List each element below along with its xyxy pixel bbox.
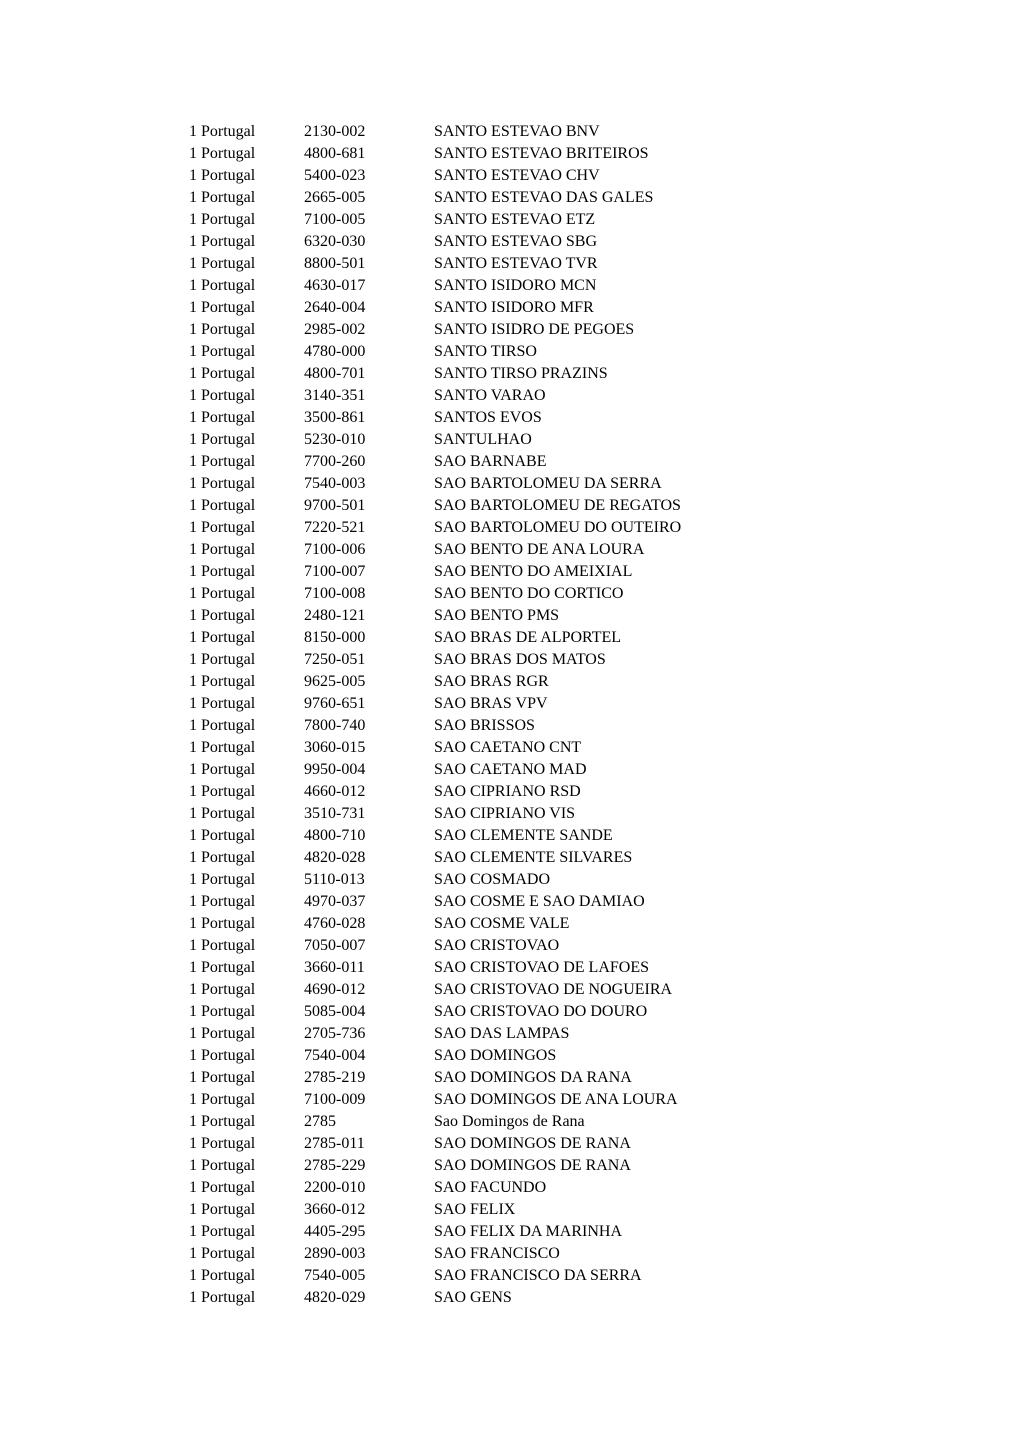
- list-item: [189, 539, 749, 561]
- locality-name-cell: SAO BARTOLOMEU DA SERRA: [434, 475, 662, 492]
- country-cell: 1 Portugal: [189, 607, 256, 624]
- postal-code-cell: 5085-004: [304, 1003, 366, 1020]
- list-item: [189, 1089, 749, 1111]
- postal-code-cell: 4800-701: [304, 365, 366, 382]
- locality-name-cell: SANTO ESTEVAO DAS GALES: [434, 189, 654, 206]
- list-item: [189, 407, 749, 429]
- postal-code-cell: 9700-501: [304, 497, 366, 514]
- country-cell: 1 Portugal: [189, 893, 256, 910]
- list-item: [189, 209, 749, 231]
- postal-code-cell: 8150-000: [304, 629, 366, 646]
- list-item: [189, 429, 749, 451]
- list-item: [189, 1023, 749, 1045]
- list-item: [189, 847, 749, 869]
- country-cell: 1 Portugal: [189, 343, 256, 360]
- list-item: [189, 275, 749, 297]
- postal-code-cell: 7250-051: [304, 651, 366, 668]
- country-cell: 1 Portugal: [189, 255, 256, 272]
- list-item: [189, 957, 749, 979]
- locality-name-cell: SANTO ESTEVAO BNV: [434, 123, 600, 140]
- list-item: [189, 1111, 749, 1133]
- locality-name-cell: SAO DOMINGOS DE RANA: [434, 1157, 631, 1174]
- postal-code-cell: 2640-004: [304, 299, 366, 316]
- list-item: [189, 1001, 749, 1023]
- postal-code-cell: 7100-006: [304, 541, 366, 558]
- country-cell: 1 Portugal: [189, 541, 256, 558]
- list-item: [189, 165, 749, 187]
- country-cell: 1 Portugal: [189, 1025, 256, 1042]
- postal-code-cell: 3660-011: [304, 959, 365, 976]
- country-cell: 1 Portugal: [189, 1113, 256, 1130]
- list-item: [189, 891, 749, 913]
- postal-code-cell: 2785-011: [304, 1135, 365, 1152]
- country-cell: 1 Portugal: [189, 915, 256, 932]
- list-item: [189, 737, 749, 759]
- postal-code-cell: 2130-002: [304, 123, 366, 140]
- postal-code-cell: 7050-007: [304, 937, 366, 954]
- postal-code-cell: 3660-012: [304, 1201, 366, 1218]
- country-cell: 1 Portugal: [189, 519, 256, 536]
- list-item: [189, 253, 749, 275]
- locality-name-cell: SAO BENTO PMS: [434, 607, 560, 624]
- list-item: [189, 759, 749, 781]
- postal-code-cell: 4660-012: [304, 783, 366, 800]
- locality-name-cell: SAO CRISTOVAO DO DOURO: [434, 1003, 648, 1020]
- postal-code-cell: 7800-740: [304, 717, 366, 734]
- postal-code-cell: 4800-681: [304, 145, 366, 162]
- country-cell: 1 Portugal: [189, 585, 256, 602]
- locality-name-cell: SAO BARTOLOMEU DE REGATOS: [434, 497, 681, 514]
- postal-code-cell: 2785: [304, 1113, 336, 1130]
- country-cell: 1 Portugal: [189, 783, 256, 800]
- list-item: [189, 561, 749, 583]
- postal-code-cell: 4630-017: [304, 277, 366, 294]
- list-item: [189, 869, 749, 891]
- locality-name-cell: SAO CRISTOVAO DE LAFOES: [434, 959, 649, 976]
- locality-name-cell: SAO FRANCISCO: [434, 1245, 560, 1262]
- list-item: [189, 121, 749, 143]
- list-item: [189, 451, 749, 473]
- list-item: [189, 1199, 749, 1221]
- country-cell: 1 Portugal: [189, 1091, 256, 1108]
- list-item: [189, 649, 749, 671]
- country-cell: 1 Portugal: [189, 1157, 256, 1174]
- postal-code-cell: 5230-010: [304, 431, 366, 448]
- postal-code-cell: 7100-005: [304, 211, 366, 228]
- locality-name-cell: SAO CAETANO CNT: [434, 739, 582, 756]
- postal-code-cell: 4780-000: [304, 343, 366, 360]
- country-cell: 1 Portugal: [189, 673, 256, 690]
- country-cell: 1 Portugal: [189, 1003, 256, 1020]
- country-cell: 1 Portugal: [189, 739, 256, 756]
- postal-code-cell: 2785-229: [304, 1157, 366, 1174]
- country-cell: 1 Portugal: [189, 123, 256, 140]
- postal-code-cell: 3500-861: [304, 409, 366, 426]
- list-item: [189, 1133, 749, 1155]
- country-cell: 1 Portugal: [189, 431, 256, 448]
- list-item: [189, 1045, 749, 1067]
- list-item: [189, 495, 749, 517]
- postal-code-cell: 7220-521: [304, 519, 366, 536]
- locality-name-cell: SAO DOMINGOS: [434, 1047, 557, 1064]
- postal-code-cell: 7540-004: [304, 1047, 366, 1064]
- locality-name-cell: SAO DOMINGOS DA RANA: [434, 1069, 632, 1086]
- list-item: [189, 1221, 749, 1243]
- country-cell: 1 Portugal: [189, 827, 256, 844]
- postal-code-cell: 2705-736: [304, 1025, 366, 1042]
- list-item: [189, 385, 749, 407]
- locality-name-cell: SAO FELIX DA MARINHA: [434, 1223, 623, 1240]
- list-item: [189, 715, 749, 737]
- country-cell: 1 Portugal: [189, 145, 256, 162]
- locality-name-cell: SANTO ESTEVAO ETZ: [434, 211, 596, 228]
- locality-name-cell: SAO CLEMENTE SANDE: [434, 827, 613, 844]
- list-item: [189, 231, 749, 253]
- list-item: [189, 605, 749, 627]
- locality-name-cell: SAO DOMINGOS DE ANA LOURA: [434, 1091, 678, 1108]
- list-item: [189, 781, 749, 803]
- postal-code-cell: 2785-219: [304, 1069, 366, 1086]
- locality-name-cell: SAO CRISTOVAO: [434, 937, 560, 954]
- locality-name-cell: SAO CLEMENTE SILVARES: [434, 849, 633, 866]
- locality-name-cell: SAO BARTOLOMEU DO OUTEIRO: [434, 519, 682, 536]
- list-item: [189, 143, 749, 165]
- postal-code-cell: 7100-009: [304, 1091, 366, 1108]
- locality-name-cell: SAO BRAS VPV: [434, 695, 548, 712]
- country-cell: 1 Portugal: [189, 629, 256, 646]
- country-cell: 1 Portugal: [189, 563, 256, 580]
- postal-code-cell: 7540-003: [304, 475, 366, 492]
- list-item: [189, 319, 749, 341]
- locality-name-cell: SANTOS EVOS: [434, 409, 542, 426]
- country-cell: 1 Portugal: [189, 387, 256, 404]
- locality-name-cell: SANTO ESTEVAO BRITEIROS: [434, 145, 649, 162]
- country-cell: 1 Portugal: [189, 475, 256, 492]
- country-cell: 1 Portugal: [189, 849, 256, 866]
- country-cell: 1 Portugal: [189, 1135, 256, 1152]
- locality-name-cell: SAO COSME VALE: [434, 915, 570, 932]
- country-cell: 1 Portugal: [189, 695, 256, 712]
- locality-name-cell: SAO BRAS RGR: [434, 673, 549, 690]
- locality-name-cell: SAO BENTO DE ANA LOURA: [434, 541, 645, 558]
- postal-code-cell: 2480-121: [304, 607, 366, 624]
- postal-code-cell: 7100-008: [304, 585, 366, 602]
- country-cell: 1 Portugal: [189, 167, 256, 184]
- postal-code-cell: 4690-012: [304, 981, 366, 998]
- locality-name-cell: SANTO ESTEVAO SBG: [434, 233, 597, 250]
- country-cell: 1 Portugal: [189, 871, 256, 888]
- locality-name-cell: SAO FACUNDO: [434, 1179, 547, 1196]
- postal-code-cell: 7100-007: [304, 563, 366, 580]
- country-cell: 1 Portugal: [189, 805, 256, 822]
- list-item: [189, 473, 749, 495]
- postal-code-cell: 4820-028: [304, 849, 366, 866]
- postal-code-cell: 9950-004: [304, 761, 366, 778]
- country-cell: 1 Portugal: [189, 1069, 256, 1086]
- country-cell: 1 Portugal: [189, 651, 256, 668]
- list-item: [189, 341, 749, 363]
- postal-code-cell: 3140-351: [304, 387, 366, 404]
- list-item: [189, 363, 749, 385]
- locality-name-cell: SAO COSMADO: [434, 871, 551, 888]
- locality-name-cell: SAO BENTO DO AMEIXIAL: [434, 563, 633, 580]
- list-item: [189, 825, 749, 847]
- locality-name-cell: SANTO ISIDORO MFR: [434, 299, 594, 316]
- postal-code-cell: 2200-010: [304, 1179, 366, 1196]
- country-cell: 1 Portugal: [189, 1179, 256, 1196]
- locality-name-cell: SANTO ISIDRO DE PEGOES: [434, 321, 635, 338]
- country-cell: 1 Portugal: [189, 497, 256, 514]
- country-cell: 1 Portugal: [189, 233, 256, 250]
- country-cell: 1 Portugal: [189, 277, 256, 294]
- list-item: [189, 935, 749, 957]
- country-cell: 1 Portugal: [189, 1201, 256, 1218]
- postal-code-cell: 5400-023: [304, 167, 366, 184]
- country-cell: 1 Portugal: [189, 189, 256, 206]
- locality-name-cell: SANTULHAO: [434, 431, 532, 448]
- postal-code-list: [189, 121, 749, 1309]
- list-item: [189, 671, 749, 693]
- postal-code-cell: 6320-030: [304, 233, 366, 250]
- postal-code-cell: 2665-005: [304, 189, 366, 206]
- list-item: [189, 979, 749, 1001]
- list-item: [189, 1177, 749, 1199]
- list-item: [189, 1265, 749, 1287]
- locality-name-cell: SAO BRISSOS: [434, 717, 535, 734]
- postal-code-cell: 4820-029: [304, 1289, 366, 1306]
- country-cell: 1 Portugal: [189, 1223, 256, 1240]
- locality-name-cell: SAO GENS: [434, 1289, 512, 1306]
- list-item: [189, 803, 749, 825]
- locality-name-cell: SAO CIPRIANO RSD: [434, 783, 581, 800]
- country-cell: 1 Portugal: [189, 761, 256, 778]
- country-cell: 1 Portugal: [189, 1289, 256, 1306]
- locality-name-cell: SANTO ESTEVAO TVR: [434, 255, 598, 272]
- postal-code-cell: 8800-501: [304, 255, 366, 272]
- country-cell: 1 Portugal: [189, 959, 256, 976]
- country-cell: 1 Portugal: [189, 321, 256, 338]
- list-item: [189, 297, 749, 319]
- postal-code-cell: 2890-003: [304, 1245, 366, 1262]
- locality-name-cell: SAO BRAS DOS MATOS: [434, 651, 606, 668]
- locality-name-cell: SAO CAETANO MAD: [434, 761, 587, 778]
- locality-name-cell: SAO FELIX: [434, 1201, 516, 1218]
- country-cell: 1 Portugal: [189, 937, 256, 954]
- country-cell: 1 Portugal: [189, 299, 256, 316]
- country-cell: 1 Portugal: [189, 211, 256, 228]
- postal-code-cell: 7700-260: [304, 453, 366, 470]
- locality-name-cell: SANTO TIRSO PRAZINS: [434, 365, 608, 382]
- postal-code-cell: 3510-731: [304, 805, 366, 822]
- postal-code-cell: 9760-651: [304, 695, 366, 712]
- postal-code-cell: 4760-028: [304, 915, 366, 932]
- postal-code-cell: 5110-013: [304, 871, 365, 888]
- list-item: [189, 693, 749, 715]
- locality-name-cell: SANTO ISIDORO MCN: [434, 277, 597, 294]
- locality-name-cell: SAO COSME E SAO DAMIAO: [434, 893, 645, 910]
- list-item: [189, 583, 749, 605]
- locality-name-cell: SAO BARNABE: [434, 453, 547, 470]
- locality-name-cell: SAO DOMINGOS DE RANA: [434, 1135, 631, 1152]
- list-item: [189, 1243, 749, 1265]
- postal-code-cell: 9625-005: [304, 673, 366, 690]
- country-cell: 1 Portugal: [189, 365, 256, 382]
- locality-name-cell: SANTO ESTEVAO CHV: [434, 167, 600, 184]
- country-cell: 1 Portugal: [189, 453, 256, 470]
- country-cell: 1 Portugal: [189, 1047, 256, 1064]
- postal-code-cell: 2985-002: [304, 321, 366, 338]
- country-cell: 1 Portugal: [189, 717, 256, 734]
- postal-code-cell: 4970-037: [304, 893, 366, 910]
- list-item: [189, 1067, 749, 1089]
- locality-name-cell: SAO CIPRIANO VIS: [434, 805, 576, 822]
- postal-code-cell: 7540-005: [304, 1267, 366, 1284]
- locality-name-cell: SAO BENTO DO CORTICO: [434, 585, 624, 602]
- postal-code-cell: 4405-295: [304, 1223, 366, 1240]
- country-cell: 1 Portugal: [189, 1245, 256, 1262]
- locality-name-cell: SAO BRAS DE ALPORTEL: [434, 629, 622, 646]
- list-item: [189, 187, 749, 209]
- country-cell: 1 Portugal: [189, 1267, 256, 1284]
- postal-code-cell: 3060-015: [304, 739, 366, 756]
- locality-name-cell: SAO DAS LAMPAS: [434, 1025, 570, 1042]
- locality-name-cell: SAO FRANCISCO DA SERRA: [434, 1267, 642, 1284]
- postal-code-cell: 4800-710: [304, 827, 366, 844]
- locality-name-cell: Sao Domingos de Rana: [434, 1113, 585, 1130]
- locality-name-cell: SANTO TIRSO: [434, 343, 537, 360]
- list-item: [189, 627, 749, 649]
- list-item: [189, 1155, 749, 1177]
- country-cell: 1 Portugal: [189, 409, 256, 426]
- locality-name-cell: SANTO VARAO: [434, 387, 546, 404]
- list-item: [189, 913, 749, 935]
- country-cell: 1 Portugal: [189, 981, 256, 998]
- locality-name-cell: SAO CRISTOVAO DE NOGUEIRA: [434, 981, 673, 998]
- list-item: [189, 1287, 749, 1309]
- list-item: [189, 517, 749, 539]
